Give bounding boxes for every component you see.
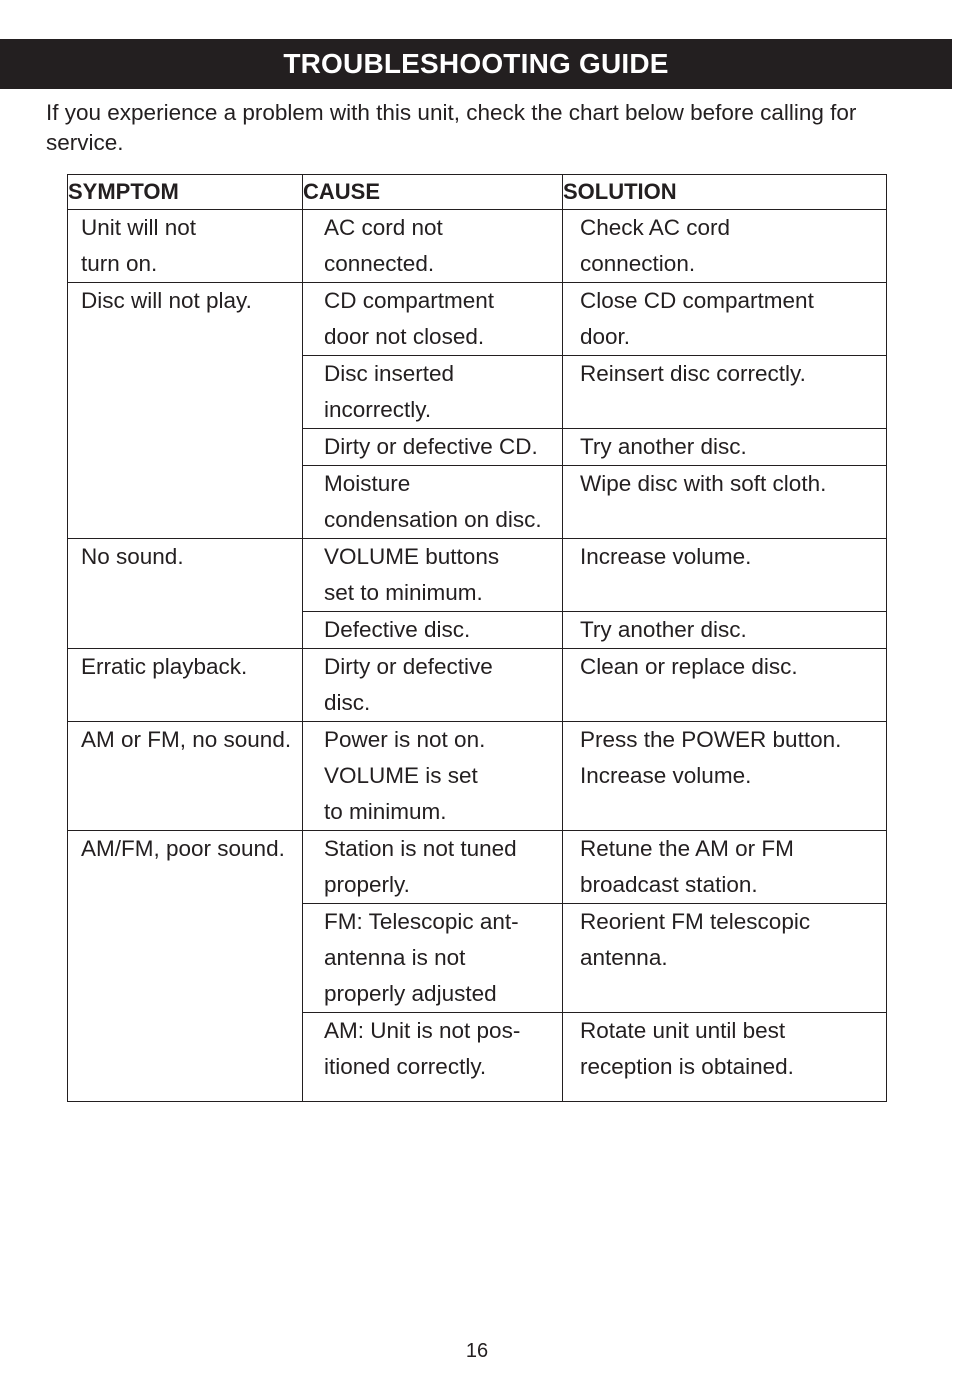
solution-text: antenna. (580, 945, 668, 970)
symptom-cell (68, 722, 303, 831)
symptom-text: Disc will not play. (81, 288, 252, 313)
solution-cell (563, 466, 887, 539)
solution-text: Close CD compartment (580, 288, 814, 313)
solution-text: Retune the AM or FM (580, 836, 794, 861)
symptom-text: AM or FM, no sound. (81, 727, 292, 752)
cause-text: Moisture (324, 471, 411, 496)
cause-cell (303, 649, 563, 722)
solution-cell (563, 283, 887, 356)
cause-text: connected. (324, 251, 435, 276)
table-row (68, 283, 887, 356)
symptom-text: Erratic playback. (81, 654, 248, 679)
intro-paragraph: If you experience a problem with this unit, check the chart below before calling for service. (46, 100, 857, 155)
solution-text: Check AC cord (580, 215, 731, 240)
solution-cell (563, 904, 887, 1013)
cause-text: AC cord not (324, 215, 443, 240)
cause-cell (303, 831, 563, 904)
cause-text: antenna is not (324, 945, 466, 970)
solution-text: connection. (580, 251, 696, 276)
table-row (68, 831, 887, 904)
symptom-text: Unit will not (81, 215, 197, 240)
solution-text: door. (580, 324, 631, 349)
cause-text: properly. (324, 872, 410, 897)
table-row (68, 539, 887, 612)
solution-cell (563, 612, 887, 649)
symptom-cell (68, 831, 303, 1102)
symptom-cell (68, 283, 303, 539)
solution-text: Reinsert disc correctly. (580, 361, 806, 386)
cause-text: Dirty or defective CD. (324, 434, 538, 459)
cause-text: condensation on disc. (324, 507, 542, 532)
solution-cell (563, 356, 887, 429)
cause-text: Disc inserted (324, 361, 455, 386)
table-header-row (68, 175, 887, 210)
cause-cell (303, 356, 563, 429)
table-row (68, 210, 887, 283)
cause-text: itioned correctly. (324, 1054, 487, 1079)
solution-text: Wipe disc with soft cloth. (580, 471, 827, 496)
cause-cell (303, 210, 563, 283)
page-number: 16 (465, 1340, 489, 1362)
page-title: TROUBLESHOOTING GUIDE (0, 39, 952, 89)
cause-text: disc. (324, 690, 371, 715)
cause-text: door not closed. (324, 324, 485, 349)
cause-text: CD compartment (324, 288, 495, 313)
solution-text: Increase volume. (580, 763, 752, 788)
cause-text: AM: Unit is not pos- (324, 1018, 521, 1043)
cause-text: Dirty or defective (324, 654, 493, 679)
solution-cell (563, 429, 887, 466)
solution-cell (563, 210, 887, 283)
cause-text: properly adjusted (324, 981, 497, 1006)
cause-cell (303, 722, 563, 831)
cause-cell (303, 904, 563, 1013)
symptom-text: AM/FM, poor sound. (81, 836, 285, 861)
cause-text: set to minimum. (324, 580, 483, 605)
symptom-cell (68, 210, 303, 283)
solution-cell (563, 1013, 887, 1102)
table-row (68, 649, 887, 722)
cause-text: to minimum. (324, 799, 447, 824)
column-header-solution: SOLUTION (563, 175, 887, 210)
solution-text: Reorient FM telescopic (580, 909, 811, 934)
cause-cell (303, 612, 563, 649)
column-header-cause: CAUSE (303, 175, 563, 210)
cause-cell (303, 1013, 563, 1102)
solution-text: Try another disc. (580, 617, 747, 642)
solution-text: Clean or replace disc. (580, 654, 798, 679)
solution-cell (563, 831, 887, 904)
cause-text: Station is not tuned (324, 836, 517, 861)
cause-text: Power is not on. (324, 727, 486, 752)
cause-cell (303, 466, 563, 539)
solution-text: Press the POWER button. (580, 727, 842, 752)
cause-text: FM: Telescopic ant- (324, 909, 519, 934)
symptom-cell (68, 649, 303, 722)
cause-cell (303, 283, 563, 356)
cause-cell (303, 539, 563, 612)
solution-text: reception is obtained. (580, 1054, 794, 1079)
cause-text: VOLUME is set (324, 763, 478, 788)
cause-text: incorrectly. (324, 397, 432, 422)
cause-text: Defective disc. (324, 617, 471, 642)
symptom-cell (68, 539, 303, 649)
solution-text: Increase volume. (580, 544, 752, 569)
symptom-text: No sound. (81, 544, 184, 569)
solution-text: broadcast station. (580, 872, 758, 897)
solution-cell (563, 539, 887, 612)
solution-text: Try another disc. (580, 434, 747, 459)
solution-text: Rotate unit until best (580, 1018, 786, 1043)
solution-cell (563, 722, 887, 831)
troubleshooting-table (67, 174, 887, 1102)
symptom-text: turn on. (81, 251, 158, 276)
cause-text: VOLUME buttons (324, 544, 500, 569)
cause-cell (303, 429, 563, 466)
solution-cell (563, 649, 887, 722)
table-row (68, 722, 887, 831)
column-header-symptom: SYMPTOM (68, 175, 303, 210)
